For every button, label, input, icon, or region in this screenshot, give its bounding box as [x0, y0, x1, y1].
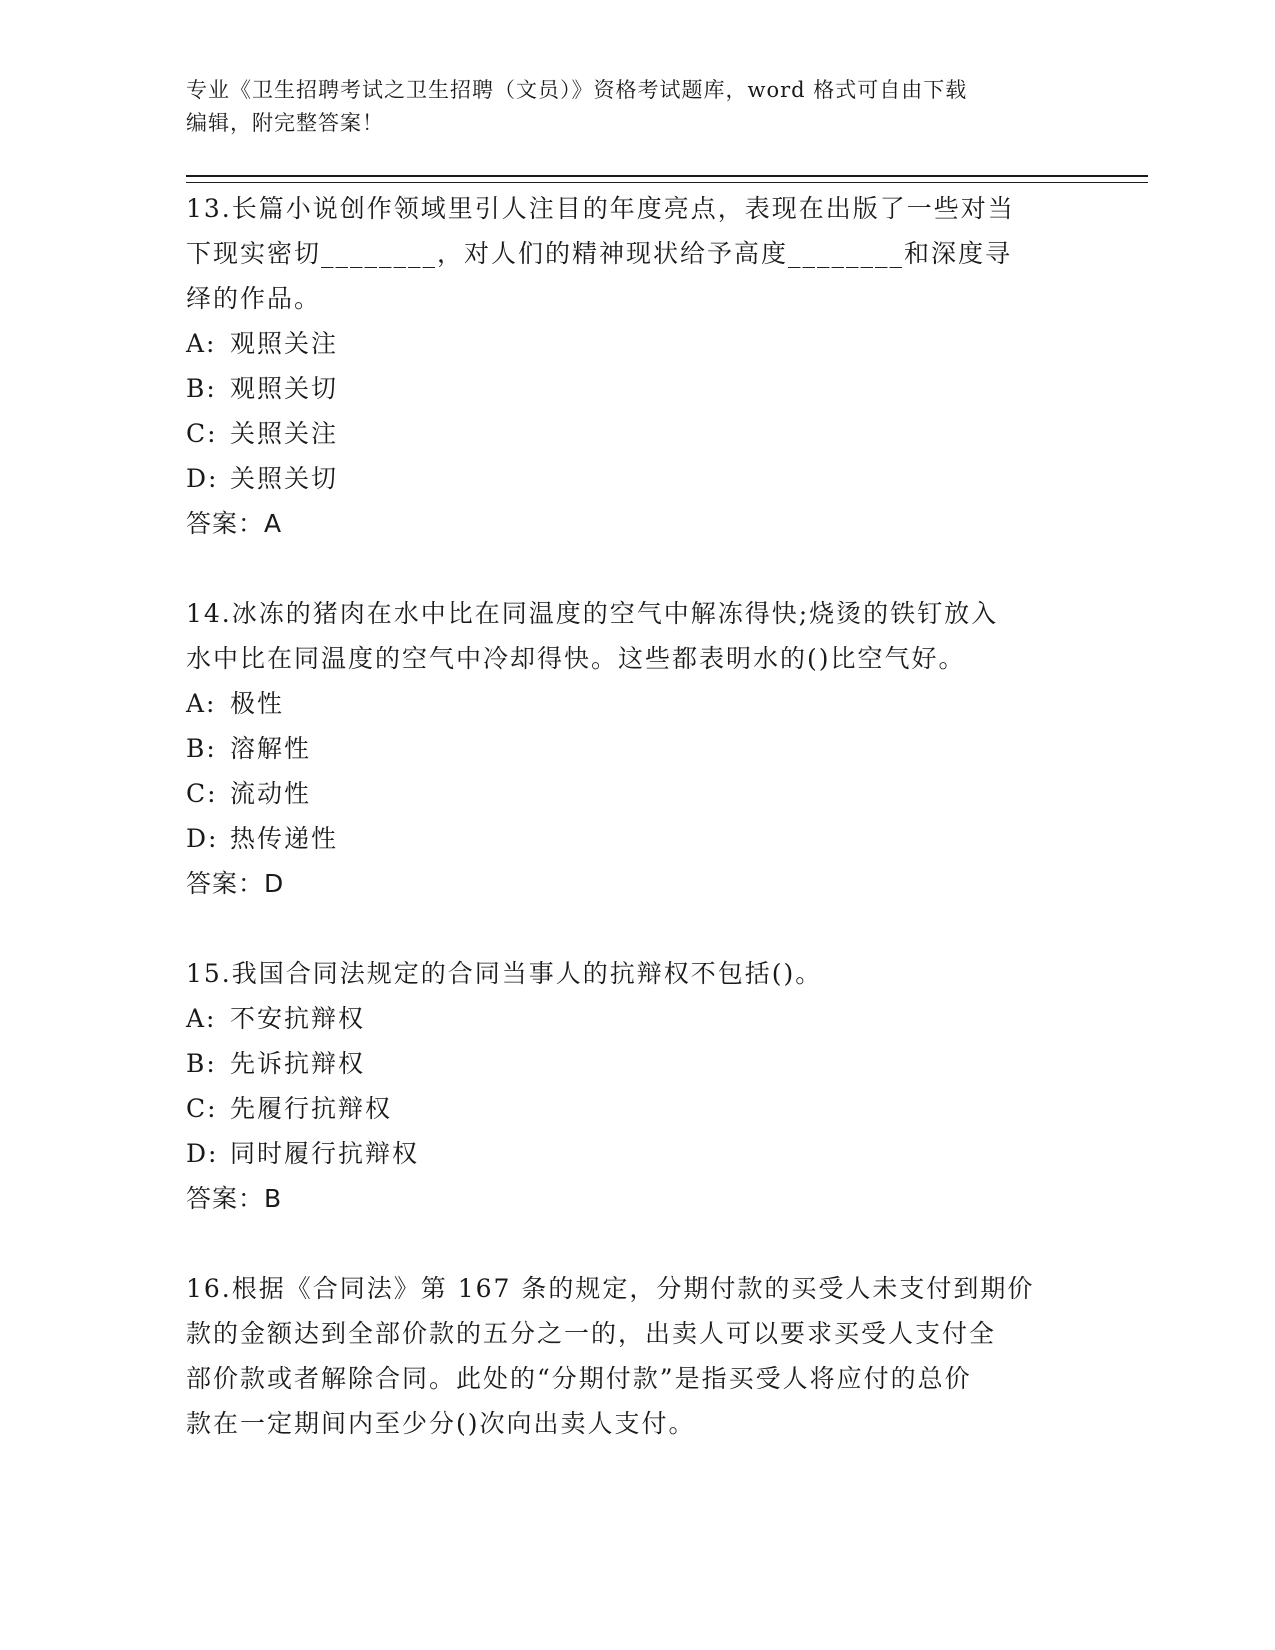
option-c: [186, 411, 1076, 456]
option-key: D:: [186, 1139, 219, 1168]
option-text: 观照关切: [230, 374, 339, 403]
option-a: [186, 321, 1076, 366]
option-text: 同时履行抗辩权: [230, 1139, 420, 1168]
option-key: B:: [186, 374, 217, 403]
option-c: [186, 1086, 1076, 1131]
stem-line: 下现实密切________，对人们的精神现状给予高度________和深度寻: [186, 239, 1013, 268]
question-spacer: [186, 546, 1076, 591]
option-key: A:: [186, 689, 217, 718]
option-a: [186, 996, 1076, 1041]
question-16: [186, 1266, 1076, 1446]
answer-line: 答案：D: [186, 869, 285, 898]
option-key: A:: [186, 329, 217, 358]
document-header: [186, 74, 1066, 140]
header-line-2: 编辑，附完整答案！: [186, 111, 384, 135]
stem-line: 部价款或者解除合同。此处的“分期付款”是指买受人将应付的总价: [186, 1364, 972, 1393]
stem-line: 15.我国合同法规定的合同当事人的抗辩权不包括()。: [186, 959, 823, 988]
option-b: [186, 726, 1076, 771]
option-c: [186, 771, 1076, 816]
option-text: 热传递性: [230, 824, 339, 853]
stem-line: 水中比在同温度的空气中冷却得快。这些都表明水的()比空气好。: [186, 644, 966, 673]
question-13: [186, 186, 1076, 546]
stem-line: 款的金额达到全部价款的五分之一的，出卖人可以要求买受人支付全: [186, 1319, 997, 1348]
option-key: B:: [186, 734, 217, 763]
option-key: D:: [186, 824, 219, 853]
question-spacer: [186, 1221, 1076, 1266]
option-text: 先履行抗辩权: [230, 1094, 393, 1123]
option-text: 先诉抗辩权: [230, 1049, 366, 1078]
option-key: D:: [186, 464, 219, 493]
option-key: C:: [186, 419, 218, 448]
stem-line: 14.冰冻的猪肉在水中比在同温度的空气中解冻得快;烧烫的铁钉放入: [186, 599, 999, 628]
option-key: C:: [186, 1094, 218, 1123]
header-rule-thin: [186, 182, 1148, 183]
question-stem: [186, 591, 1076, 681]
question-15: [186, 951, 1076, 1221]
option-d: [186, 456, 1076, 501]
option-text: 不安抗辩权: [230, 1004, 366, 1033]
question-stem: [186, 186, 1076, 321]
stem-line: 绎的作品。: [186, 284, 322, 313]
option-text: 溶解性: [230, 734, 312, 763]
option-text: 观照关注: [230, 329, 339, 358]
stem-line: 13.长篇小说创作领域里引人注目的年度亮点，表现在出版了一些对当: [186, 194, 1015, 223]
question-stem: [186, 951, 1076, 996]
question-spacer: [186, 906, 1076, 951]
option-d: [186, 816, 1076, 861]
option-text: 关照关注: [230, 419, 339, 448]
option-b: [186, 1041, 1076, 1086]
option-key: A:: [186, 1004, 217, 1033]
option-key: C:: [186, 779, 218, 808]
stem-line: 款在一定期间内至少分()次向出卖人支付。: [186, 1409, 696, 1438]
option-text: 极性: [230, 689, 285, 718]
question-stem: [186, 1266, 1076, 1446]
option-a: [186, 681, 1076, 726]
header-line-1: 专业《卫生招聘考试之卫生招聘（文员）》资格考试题库，word 格式可自由下载: [186, 78, 968, 102]
option-b: [186, 366, 1076, 411]
answer-line: 答案：A: [186, 509, 283, 538]
stem-line: 16.根据《合同法》第 167 条的规定，分期付款的买受人未支付到期价: [186, 1274, 1035, 1303]
option-d: [186, 1131, 1076, 1176]
answer-line: 答案：B: [186, 1184, 283, 1213]
option-text: 关照关切: [230, 464, 339, 493]
header-rule-thick: [186, 175, 1148, 177]
question-14: [186, 591, 1076, 906]
option-key: B:: [186, 1049, 217, 1078]
question-list: [186, 186, 1076, 1446]
option-text: 流动性: [230, 779, 312, 808]
